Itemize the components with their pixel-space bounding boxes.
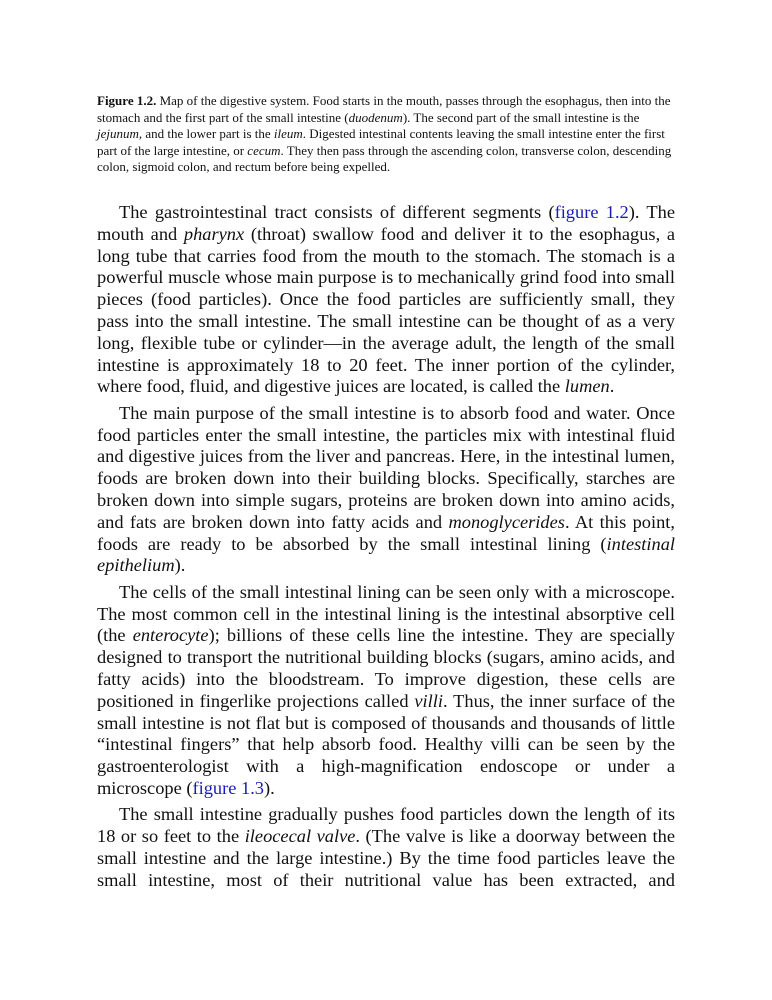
paragraph-text: . At this point, foods are ready to be absorbed by the small intestinal lining ( [97, 511, 675, 554]
paragraph-text: . [609, 376, 615, 397]
paragraph-gastrointestinal-tract [97, 202, 675, 398]
paragraph-text: ). The mouth and [97, 202, 675, 244]
caption-text: , and the lower part is the [138, 126, 274, 142]
figure-1-3-link[interactable]: figure 1.3 [192, 777, 264, 798]
paragraph-intestinal-cells [97, 582, 675, 800]
figure-1-2-link[interactable]: figure 1.2 [554, 202, 629, 222]
caption-italic-term: jejunum [97, 126, 139, 142]
paragraph-text: (throat) swallow food and deliver it to the esophagus, a long tube that carries food from the mouth to the stomach. The stomach is a powerful muscle whose main purpose is to mechanically grind food into small pieces (food particles). Once the food particles are sufficiently small, they pass into the small intestine. The small intestine can be thought of as a very long, flexible tube or cylinder—in the average adult, the length of the small intestine is approximately 18 to 20 feet. The inner portion of the cylinder, where food, fluid, and digestive juices are located, is called the [97, 223, 676, 397]
paragraph-small-intestine-purpose [97, 403, 675, 577]
paragraph-text: The main purpose of the small intestine is to absorb food and water. Once food particles enter the small intestine, the particles mix with intestinal fluid and digestive juices from the liver and pancreas. Here, in the intestinal lumen, foods are broken down into their building blocks. Specifically, starches are broken down into simple sugars, proteins are broken down into amino acids, and fats are broken down into fatty acids and [97, 402, 675, 532]
italic-term: ileocecal valve [244, 826, 356, 847]
paragraph-text: ). [264, 777, 275, 798]
italic-term: enterocyte [132, 625, 209, 646]
caption-text: . Digested intestinal contents leaving the small intestine enter the first part of the large intestine, or [97, 126, 665, 158]
italic-term: monoglycerides [448, 511, 565, 532]
paragraph-text: . Thus, the inner surface of the small intestine is not flat but is composed of thousands and thousands of little “intestinal fingers” that help absorb food. Healthy villi can be seen by the gastroenterologist with a high-magnification endoscope or under a microscope ( [97, 690, 675, 798]
caption-italic-term: ileum [273, 126, 303, 142]
paragraph-text: The small intestine gradually pushes food particles down the length of its 18 or so feet to the [97, 804, 675, 847]
body-text [97, 202, 675, 896]
italic-term: lumen [564, 376, 610, 397]
paragraph-text: The gastrointestinal tract consists of different segments ( [119, 202, 555, 222]
caption-text: Map of the digestive system. Food starts in the mouth, passes through the esophagus, then into the stomach and the first part of the small intestine ( [97, 93, 671, 125]
italic-term: villi [414, 690, 443, 711]
italic-term: intestinal epithelium [97, 533, 675, 576]
paragraph-text: ). [174, 555, 186, 576]
figure-caption [97, 93, 677, 176]
paragraph-ileocecal-valve [97, 804, 675, 891]
paragraph-text: The cells of the small intestinal lining can be seen only with a microscope. The most common cell in the intestinal lining is the intestinal absorptive cell (the [97, 581, 675, 646]
caption-text: ). The second part of the small intestine is the [402, 109, 640, 125]
paragraph-text: ); billions of these cells line the intestine. They are specially designed to transport the nutritional building blocks (sugars, amino acids, and fatty acids) into the bloodstream. To improve digestion, these cells are positioned in fingerlike projections called [97, 625, 675, 711]
paragraph-text: . (The valve is like a doorway between the small intestine and the large intestine.) By the time food particles leave the small intestine, most of their nutritional value has been extracted, and [97, 826, 676, 890]
caption-italic-term: duodenum [348, 109, 403, 125]
figure-caption-label: Figure 1.2. [97, 93, 157, 108]
italic-term: pharynx [183, 223, 245, 244]
caption-italic-term: cecum [247, 142, 281, 158]
caption-text: . They then pass through the ascending colon, transverse colon, descending colon, sigmoid colon, and rectum before being expelled. [97, 142, 672, 175]
